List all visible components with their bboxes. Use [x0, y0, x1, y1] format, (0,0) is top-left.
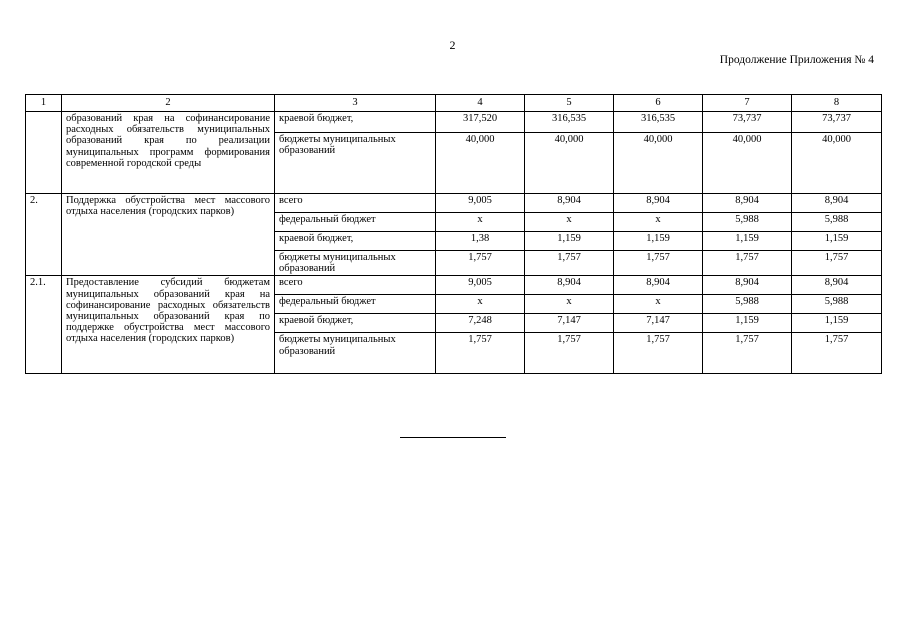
value-cell: x [525, 295, 614, 314]
row-description: Поддержка обустройства мест массового отдыха населения (городских парков) [62, 194, 275, 276]
value-cell: 1,159 [792, 232, 882, 251]
appendix-continuation-label: Продолжение Приложения № 4 [719, 54, 874, 66]
value-cell: 316,535 [525, 112, 614, 133]
value-cell: 1,159 [614, 232, 703, 251]
table-header-row [26, 95, 882, 112]
value-cell: 1,757 [792, 333, 882, 374]
end-divider-line [400, 437, 506, 438]
value-cell: 1,159 [792, 314, 882, 333]
value-cell: 1,757 [436, 333, 525, 374]
value-cell: x [614, 213, 703, 232]
column-number-6: 6 [614, 95, 703, 112]
column-number-1: 1 [26, 95, 62, 112]
funding-source: федеральный бюджет [275, 213, 436, 232]
column-number-4: 4 [436, 95, 525, 112]
value-cell: 73,737 [792, 112, 882, 133]
value-cell: 316,535 [614, 112, 703, 133]
value-cell: 8,904 [703, 276, 792, 295]
funding-source: краевой бюджет, [275, 314, 436, 333]
value-cell: 7,147 [525, 314, 614, 333]
value-cell: 40,000 [792, 133, 882, 194]
value-cell: 8,904 [614, 194, 703, 213]
value-cell: 5,988 [792, 295, 882, 314]
value-cell: 8,904 [792, 276, 882, 295]
funding-source: всего [275, 194, 436, 213]
column-number-2: 2 [62, 95, 275, 112]
value-cell: 40,000 [436, 133, 525, 194]
page-number: 2 [449, 38, 456, 52]
value-cell: 7,147 [614, 314, 703, 333]
funding-source: всего [275, 276, 436, 295]
value-cell: 7,248 [436, 314, 525, 333]
value-cell: 5,988 [703, 213, 792, 232]
value-cell: 1,757 [703, 251, 792, 276]
row-description: образований края на софинансирование расходных обязательств муниципальных образований края по реализации муниципальных программ формирования современной городской среды [62, 112, 275, 194]
column-number-7: 7 [703, 95, 792, 112]
value-cell: 1,757 [436, 251, 525, 276]
row-number-cell [26, 112, 62, 194]
value-cell: x [436, 295, 525, 314]
value-cell: 1,38 [436, 232, 525, 251]
funding-source: краевой бюджет, [275, 232, 436, 251]
column-number-3: 3 [275, 95, 436, 112]
row-description: Предоставление субсидий бюджетам муниципальных образований края на софинансирование расходных обязательств муниципальных образований края по поддержке обустройства мест массового отдыха населения (городских парков) [62, 276, 275, 374]
value-cell: 1,757 [792, 251, 882, 276]
value-cell: 73,737 [703, 112, 792, 133]
table-row [26, 276, 882, 295]
row-number-cell: 2.1. [26, 276, 62, 374]
value-cell: 1,757 [614, 333, 703, 374]
value-cell: 40,000 [614, 133, 703, 194]
value-cell: 1,757 [703, 333, 792, 374]
funding-source: бюджеты муниципальных образований [275, 333, 436, 374]
table-row [26, 112, 882, 133]
column-number-5: 5 [525, 95, 614, 112]
funding-source: краевой бюджет, [275, 112, 436, 133]
value-cell: 40,000 [703, 133, 792, 194]
value-cell: 1,757 [525, 251, 614, 276]
value-cell: 9,005 [436, 194, 525, 213]
value-cell: 1,757 [614, 251, 703, 276]
value-cell: 1,757 [525, 333, 614, 374]
funding-source: бюджеты муниципальных образований [275, 133, 436, 194]
row-number-cell: 2. [26, 194, 62, 276]
value-cell: 1,159 [525, 232, 614, 251]
value-cell: 8,904 [614, 276, 703, 295]
value-cell: x [525, 213, 614, 232]
value-cell: 1,159 [703, 314, 792, 333]
value-cell: 8,904 [525, 194, 614, 213]
value-cell: 9,005 [436, 276, 525, 295]
funding-source: бюджеты муниципальных образований [275, 251, 436, 276]
value-cell: x [614, 295, 703, 314]
value-cell: 40,000 [525, 133, 614, 194]
value-cell: 8,904 [703, 194, 792, 213]
value-cell: 317,520 [436, 112, 525, 133]
column-number-8: 8 [792, 95, 882, 112]
value-cell: 5,988 [703, 295, 792, 314]
budget-table [25, 94, 882, 374]
value-cell: x [436, 213, 525, 232]
value-cell: 5,988 [792, 213, 882, 232]
funding-source: федеральный бюджет [275, 295, 436, 314]
value-cell: 1,159 [703, 232, 792, 251]
table-row [26, 194, 882, 213]
value-cell: 8,904 [792, 194, 882, 213]
value-cell: 8,904 [525, 276, 614, 295]
